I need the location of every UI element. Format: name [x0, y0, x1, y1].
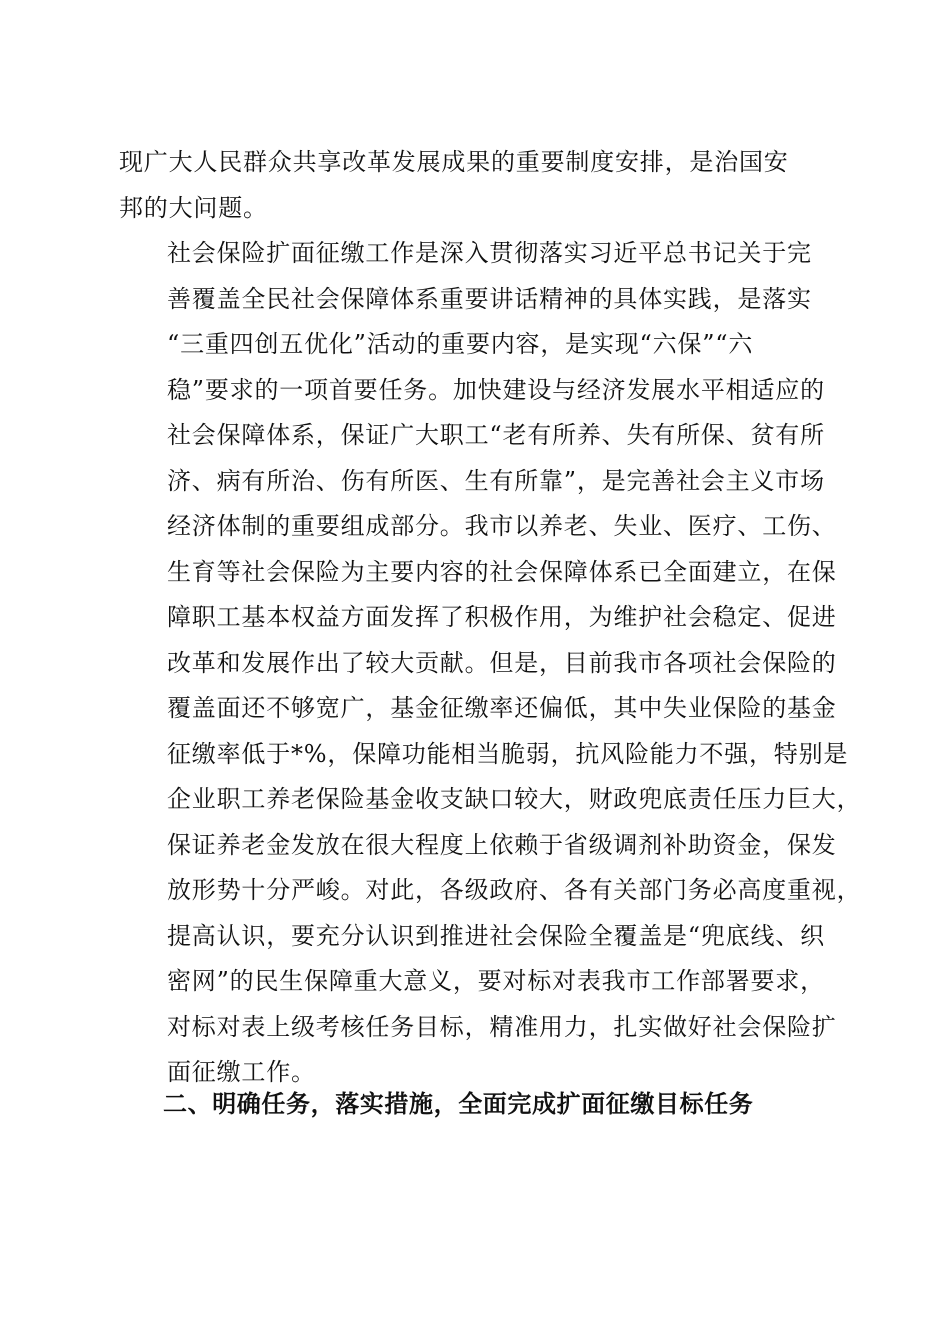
text-line: 邦的大问题。	[119, 193, 268, 222]
text-line: 提高认识，要充分认识到推进社会保险全覆盖是“兜底线、织	[167, 921, 825, 950]
text-line: 改革和发展作出了较大贡献。但是，目前我市各项社会保险的	[167, 648, 837, 677]
text-line: 对标对表上级考核任务目标，精准用力，扎实做好社会保险扩	[167, 1012, 837, 1041]
text-line: 现广大人民群众共享改革发展成果的重要制度安排，是治国安	[119, 148, 789, 176]
text-line: 济、病有所治、伤有所医、生有所靠”，是完善社会主义市场	[167, 466, 825, 495]
text-line: 面征缴工作。	[167, 1058, 316, 1086]
text-line: 善覆盖全民社会保障体系重要讲话精神的具体实践，是落实	[167, 284, 812, 313]
text-line: “三重四创五优化”活动的重要内容，是实现“六保”“六	[167, 330, 754, 358]
text-line: 稳”要求的一项首要任务。加快建设与经济发展水平相适应的	[167, 375, 825, 404]
text-line: 企业职工养老保险基金收支缺口较大，财政兜底责任压力巨大，	[167, 785, 862, 813]
text-line: 征缴率低于*%，保障功能相当脆弱，抗风险能力不强，特别是	[167, 739, 849, 768]
main-paragraph	[119, 231, 862, 1096]
text-line: 障职工基本权益方面发挥了积极作用，为维护社会稳定、促进	[167, 603, 837, 631]
text-line: 经济体制的重要组成部分。我市以养老、失业、医疗、工伤、	[167, 512, 837, 540]
text-line: 放形势十分严峻。对此，各级政府、各有关部门务必高度重视，	[167, 876, 862, 904]
section-heading: 二、明确任务，落实措施，全面完成扩面征缴目标任务	[163, 1090, 754, 1118]
text-line: 生育等社会保险为主要内容的社会保障体系已全面建立，在保	[167, 557, 837, 586]
text-line: 覆盖面还不够宽广，基金征缴率还偏低，其中失业保险的基金	[167, 694, 837, 722]
text-line: 社会保险扩面征缴工作是深入贯彻落实习近平总书记关于完	[167, 239, 812, 267]
text-line: 社会保障体系，保证广大职工“老有所养、失有所保、贫有所	[167, 421, 825, 449]
text-line: 密网”的民生保障重大意义，要对标对表我市工作部署要求，	[167, 967, 825, 995]
text-line: 保证养老金发放在很大程度上依赖于省级调剂补助资金，保发	[167, 830, 837, 859]
continued-paragraph	[119, 140, 831, 231]
